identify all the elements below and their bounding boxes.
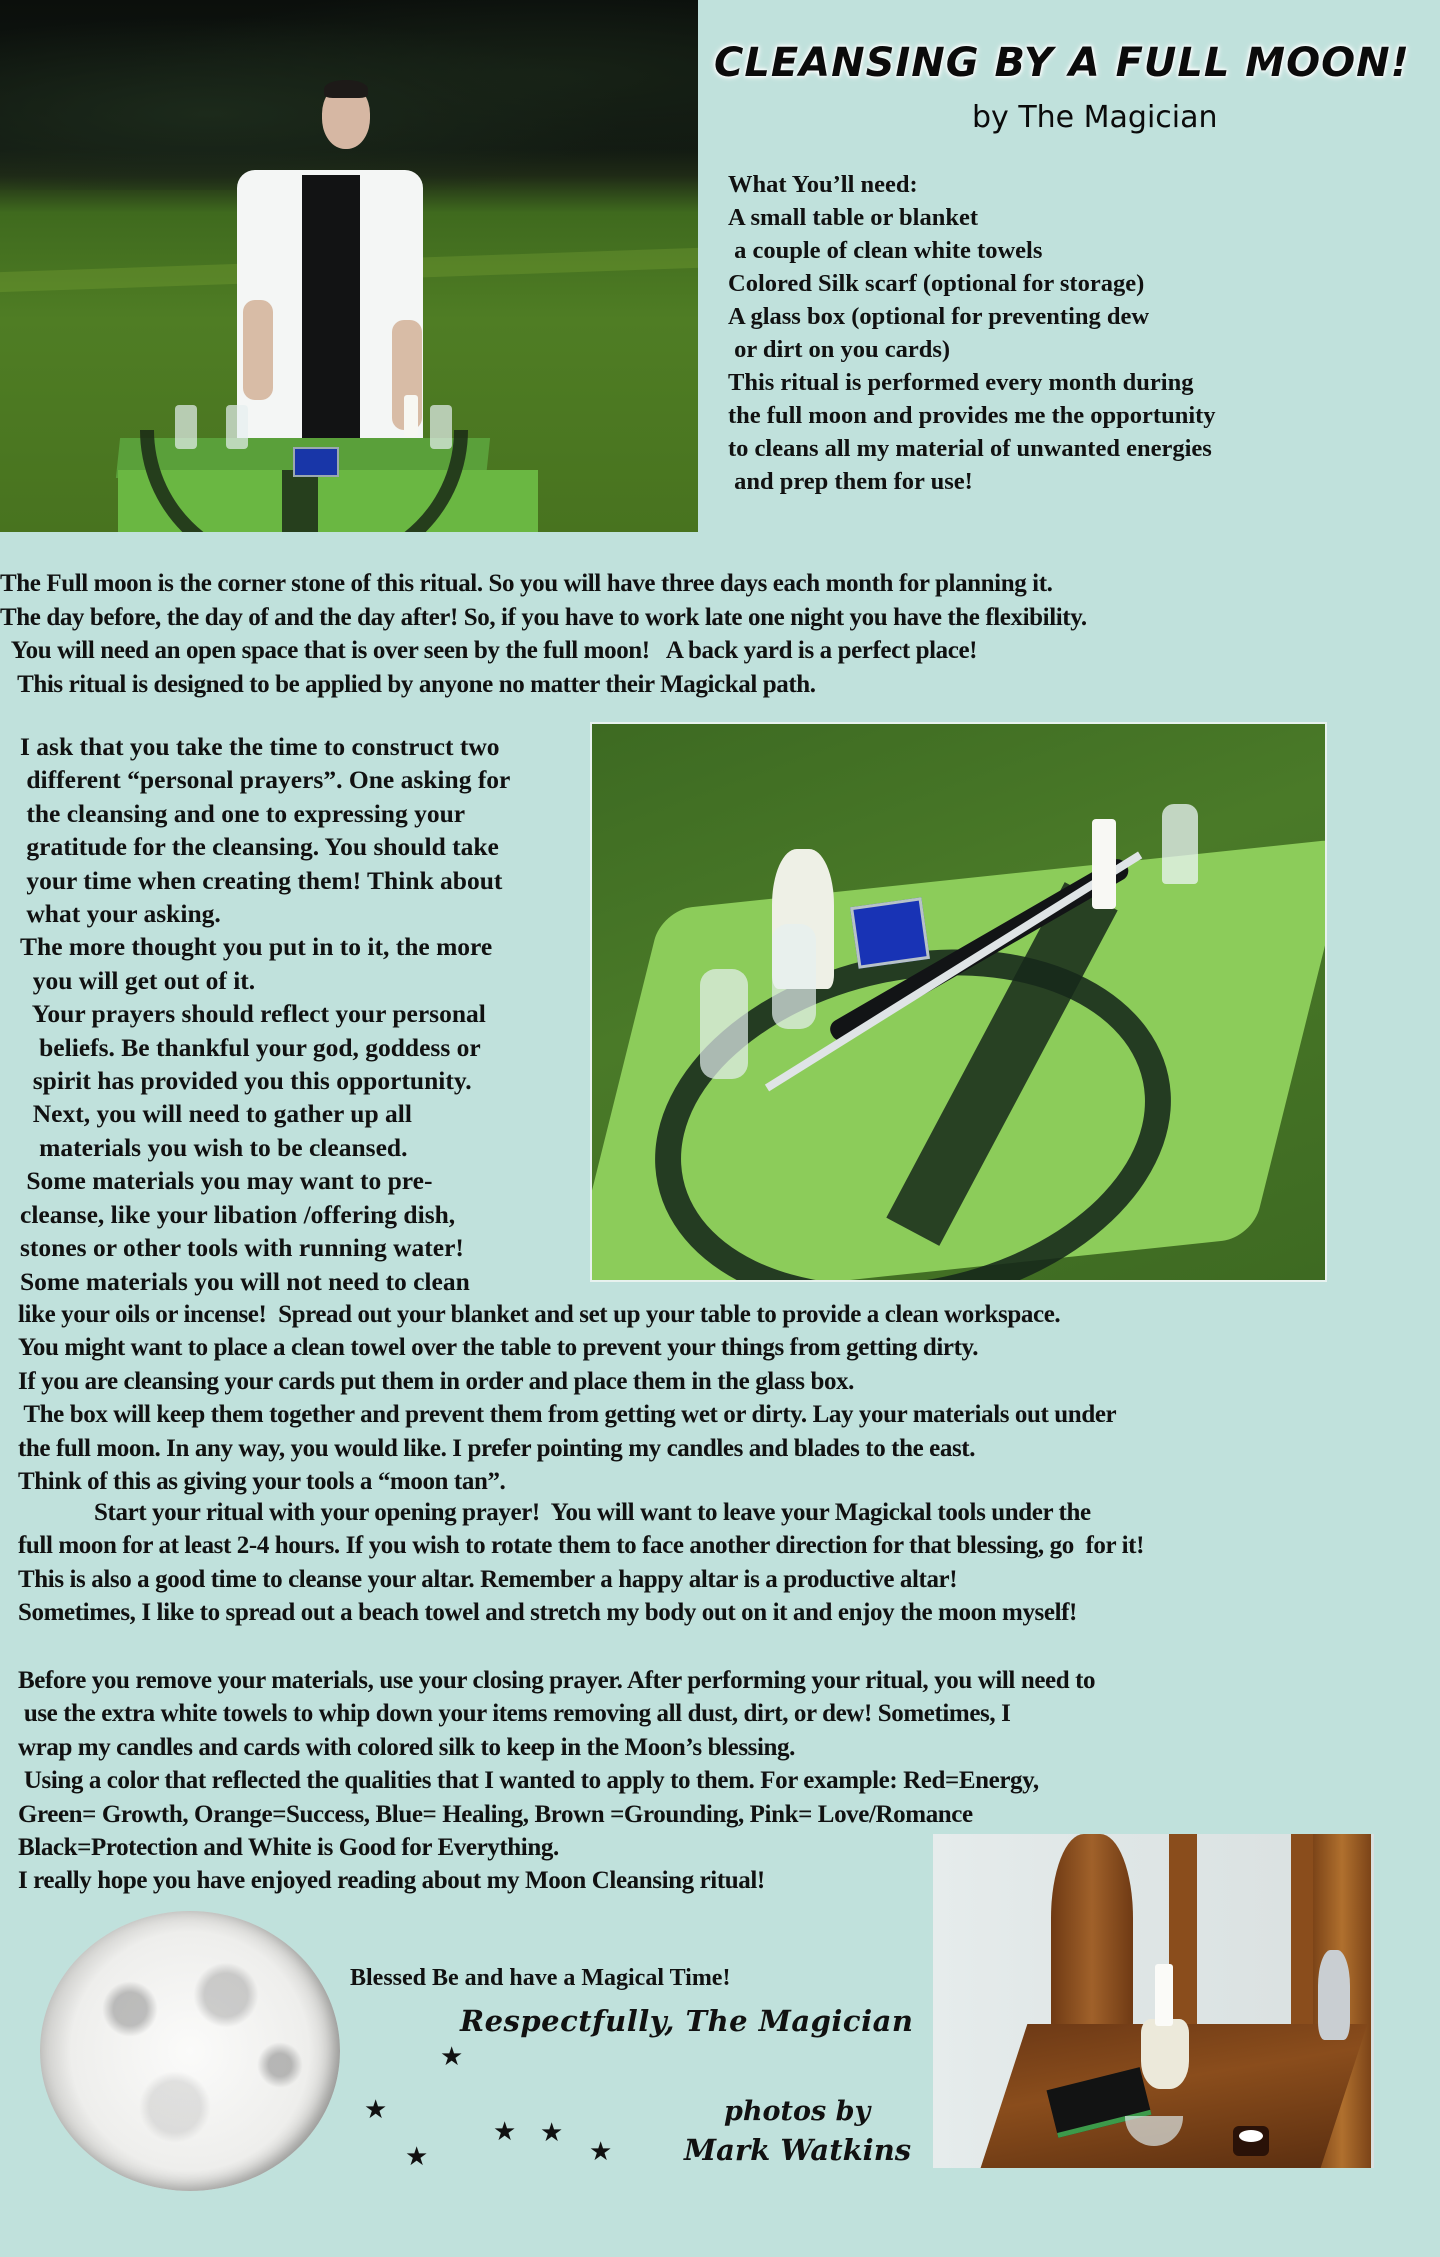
paragraph-line: your time when creating them! Think about	[20, 865, 503, 895]
supplies-heading: What You’ll need:	[728, 171, 918, 198]
paragraph-line: materials you wish to be cleansed.	[20, 1132, 408, 1162]
supplies-line: to cleans all my material of unwanted energies	[728, 435, 1212, 462]
paragraph-line: the full moon. In any way, you would like. I prefer pointing my candles and blades to the east.	[18, 1434, 976, 1462]
paragraph-line: Some materials you will not need to clean	[20, 1266, 470, 1296]
candle-holder	[1141, 2019, 1189, 2089]
supplies-line: and prep them for use!	[728, 468, 973, 495]
paragraph-line: Your prayers should reflect your personal	[20, 999, 486, 1029]
supplies-line: or dirt on you cards)	[728, 336, 951, 363]
glass-figure	[175, 405, 197, 449]
glass-chalice	[1162, 804, 1198, 884]
paragraph-line: You might want to place a clean towel over the table to prevent your things from getting dirty.	[18, 1334, 979, 1362]
paragraph-line: Next, you will need to gather up all	[20, 1099, 412, 1129]
supplies-line: a couple of clean white towels	[728, 237, 1043, 264]
paragraph-line: I really hope you have enjoyed reading about my Moon Cleansing ritual!	[18, 1867, 765, 1895]
paragraph-line: The Full moon is the corner stone of this ritual. So you will have three days each month for planning it.	[0, 570, 1053, 597]
celtic-knot-band	[282, 470, 318, 532]
full-moon-illustration	[40, 1911, 340, 2191]
paragraph-line: wrap my candles and cards with colored silk to keep in the Moon’s blessing.	[18, 1733, 796, 1761]
paragraph-line: what your asking.	[20, 899, 221, 929]
paragraph-line: Some materials you may want to pre-	[20, 1166, 433, 1196]
supplies-list	[728, 168, 1216, 498]
photo-man-at-outdoor-altar	[0, 0, 698, 532]
left-arm	[243, 300, 273, 400]
paragraph-line: If you are cleansing your cards put them in order and place them in the glass box.	[18, 1367, 854, 1395]
person-hair	[324, 80, 368, 98]
glass-figure	[700, 969, 748, 1079]
glass-chalice	[430, 405, 452, 449]
paragraph-line: the cleansing and one to expressing your	[20, 798, 466, 828]
paragraph-line: This is also a good time to cleanse your altar. Remember a happy altar is a productive altar!	[18, 1565, 958, 1593]
supplies-line: A small table or blanket	[728, 204, 979, 231]
tealight-holder	[1233, 2126, 1269, 2156]
black-tank-top	[302, 175, 360, 450]
star-icon: ★	[589, 2137, 613, 2167]
paragraph-line: use the extra white towels to whip down your items removing all dust, dirt, or dew! Sometimes, I	[18, 1700, 1011, 1728]
paragraph-line: beliefs. Be thankful your god, goddess or	[20, 1032, 481, 1062]
paragraph-line: Before you remove your materials, use your closing prayer. After performing your ritual, you will need to	[18, 1667, 1096, 1694]
star-icon: ★	[364, 2095, 388, 2125]
paragraph-line: The day before, the day of and the day after! So, if you have to work late one night you have the flexibility.	[0, 603, 1087, 631]
article-byline: by The Magician	[972, 100, 1218, 135]
paragraph-line: like your oils or incense! Spread out your blanket and set up your table to provide a clean workspace.	[18, 1301, 1061, 1328]
star-icon: ★	[540, 2118, 564, 2148]
author-signature: Respectfully, The Magician	[460, 2004, 914, 2038]
paragraph-line: Sometimes, I like to spread out a beach towel and stretch my body out on it and enjoy the moon myself!	[18, 1599, 1077, 1627]
paragraph-line: different “personal prayers”. One asking for	[20, 765, 511, 795]
intro-paragraph	[0, 567, 1087, 701]
photo-altar-table-with-sword	[590, 722, 1327, 1282]
photographer-name: Mark Watkins	[684, 2133, 912, 2167]
paragraph-line: Black=Protection and White is Good for Everything.	[18, 1834, 559, 1862]
blue-glass-box	[850, 897, 930, 968]
paragraph-line: spirit has provided you this opportunity.	[20, 1066, 472, 1096]
paragraph-line: stones or other tools with running water!	[20, 1233, 464, 1263]
prayers-paragraph	[20, 730, 510, 1298]
paragraph-line: I ask that you take the time to construct two	[20, 732, 500, 761]
glass-box	[293, 447, 339, 477]
candle	[1092, 819, 1116, 909]
glass-figure	[226, 405, 248, 449]
candle	[404, 395, 418, 437]
paragraph-line: The more thought you put in to it, the more	[20, 932, 493, 962]
supplies-line: Colored Silk scarf (optional for storage)	[728, 270, 1145, 297]
glass-figure	[772, 924, 816, 1029]
supplies-line: A glass box (optional for preventing dew	[728, 303, 1150, 330]
dresser-post	[1051, 1834, 1133, 2044]
supplies-line: the full moon and provides me the opportunity	[728, 402, 1216, 429]
paragraph-line: Using a color that reflected the qualities that I wanted to apply to them. For example: Red=Energy,	[18, 1767, 1039, 1795]
photo-indoor-dresser-altar	[933, 1834, 1374, 2168]
paragraph-line: full moon for at least 2-4 hours. If you wish to rotate them to face another direction for that blessing, go for it!	[18, 1532, 1145, 1560]
paragraph-line: you will get out of it.	[20, 965, 256, 995]
paragraph-line: Start your ritual with your opening prayer! You will want to leave your Magickal tools under the	[18, 1499, 1091, 1526]
article-title: CLEANSING BY A FULL MOON!	[714, 40, 1410, 86]
candle	[1155, 1964, 1173, 2026]
paragraph-line: This ritual is designed to be applied by anyone no matter their Magickal path.	[0, 670, 816, 698]
glass-angel	[1318, 1950, 1350, 2040]
paragraph-line: cleanse, like your libation /offering dish,	[20, 1199, 456, 1229]
paragraph-line: gratitude for the cleansing. You should take	[20, 832, 499, 862]
paragraph-line: You will need an open space that is over seen by the full moon! A back yard is a perfect place!	[0, 637, 978, 664]
paragraph-line: Green= Growth, Orange=Success, Blue= Healing, Brown =Grounding, Pink= Love/Romance	[18, 1800, 973, 1828]
paragraph-line: The box will keep them together and prevent them from getting wet or dirty. Lay your materials out under	[18, 1401, 1117, 1429]
supplies-line: This ritual is performed every month during	[728, 369, 1194, 396]
setup-paragraph	[18, 1298, 1116, 1498]
star-icon: ★	[493, 2117, 517, 2147]
blessing-text: Blessed Be and have a Magical Time!	[350, 1965, 731, 1991]
star-icon: ★	[440, 2042, 464, 2072]
photo-credit-label: photos by	[724, 2096, 871, 2127]
paragraph-line: Think of this as giving your tools a “moon tan”.	[18, 1468, 506, 1496]
star-icon: ★	[405, 2142, 429, 2172]
ritual-paragraph	[18, 1496, 1144, 1630]
